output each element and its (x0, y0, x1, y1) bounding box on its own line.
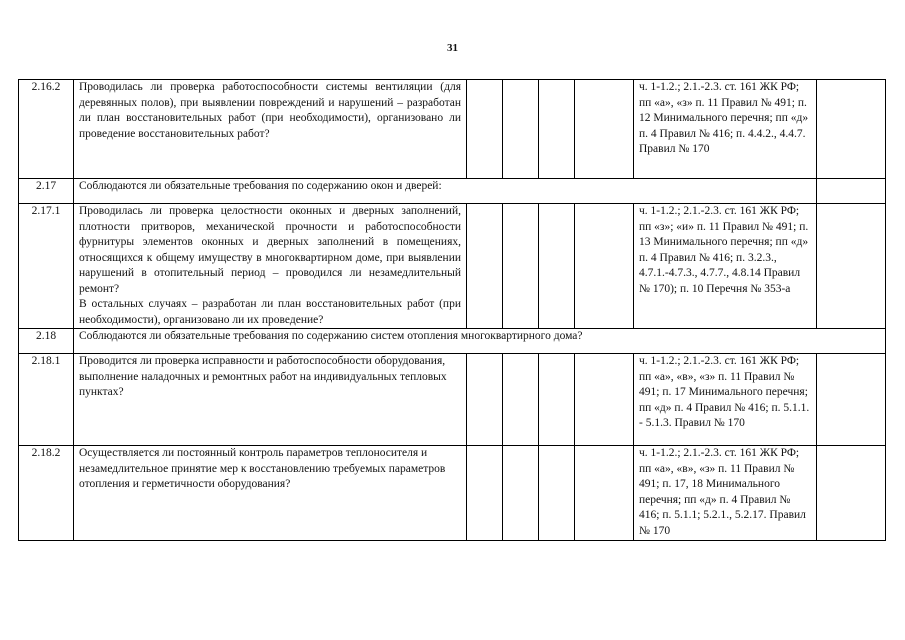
question-cell: Осуществляется ли постоянный контроль параметров теплоносителя и незамедлительное принятие мер к восстановлению требуемых параметров отопления и герметичности оборудования? (74, 446, 467, 541)
answer-no-cell (503, 80, 539, 179)
table-row (19, 80, 886, 179)
question-cell (74, 204, 467, 329)
answer-na-cell (539, 80, 575, 179)
checklist-table (18, 79, 886, 541)
legal-reference-cell: ч. 1-1.2.; 2.1.-2.3. ст. 161 ЖК РФ; пп «з»; «и» п. 11 Правил № 491; п. 13 Минимального перечня; пп «д» п. 4 Правил № 416; п. 3.2.3., 4.7.1.-4.7.3., 4.7.7., 4.8.14 Правил № 170); п. 10 Перечня № 353-а (634, 204, 817, 329)
answer-no-cell (503, 446, 539, 541)
legal-reference-cell: ч. 1-1.2.; 2.1.-2.3. ст. 161 ЖК РФ; пп «а», «в», «з» п. 11 Правил № 491; п. 17, 18 Минимального перечня; пп «д» п. 4 Правил № 416; п. 5.1.1; 5.2.1., 5.2.17. Правил № 170 (634, 446, 817, 541)
row-number: 2.18.1 (19, 354, 74, 446)
table-row (19, 446, 886, 541)
answer-no-cell (503, 204, 539, 329)
note-cell (817, 354, 886, 446)
answer-na-cell (539, 204, 575, 329)
answer-yes-cell (467, 80, 503, 179)
answer-extra-cell (575, 354, 634, 446)
answer-extra-cell (575, 80, 634, 179)
table-row (19, 179, 886, 204)
note-cell (817, 204, 886, 329)
question-extra-text: В остальных случаях – разработан ли план восстановительных работ (при необходимости), организовано ли их проведение? (79, 298, 461, 326)
section-heading: Соблюдаются ли обязательные требования по содержанию окон и дверей: (74, 179, 817, 204)
note-cell (817, 179, 886, 204)
question-cell: Проводилась ли проверка работоспособности системы вентиляции (для деревянных полов), при выявлении повреждений и нарушений – разработан ли план восстановительных работ (при необходимости), организовано ли проведение восстановительных работ? (74, 80, 467, 179)
question-text: Проводилась ли проверка целостности оконных и дверных заполнений, плотности притворов, механической прочности и работоспособности фурнитуры элементов оконных и дверных заполнений в помещениях, относящихся к общему имуществу в многоквартирном доме, при выявлении нарушений в отопительный период – проводился ли незамедлительный ремонт? (79, 205, 461, 295)
table-row (19, 354, 886, 446)
table-row (19, 329, 886, 354)
page-number: 31 (447, 42, 458, 54)
legal-reference-cell: ч. 1-1.2.; 2.1.-2.3. ст. 161 ЖК РФ; пп «а», «в», «з» п. 11 Правил № 491; п. 17 Минимального перечня; пп «д» п. 4 Правил № 416; п. 5.1.1. - 5.1.3. Правил № 170 (634, 354, 817, 446)
legal-reference-cell: ч. 1-1.2.; 2.1.-2.3. ст. 161 ЖК РФ; пп «а», «з» п. 11 Правил № 491; п. 12 Минимального перечня; пп «д» п. 4 Правил № 416; п. 4.4.2., 4.4.7. Правил № 170 (634, 80, 817, 179)
answer-no-cell (503, 354, 539, 446)
section-number: 2.18 (19, 329, 74, 354)
section-heading: Соблюдаются ли обязательные требования по содержанию систем отопления многоквартирного дома? (74, 329, 886, 354)
row-number: 2.18.2 (19, 446, 74, 541)
section-number: 2.17 (19, 179, 74, 204)
row-number: 2.16.2 (19, 80, 74, 179)
answer-na-cell (539, 354, 575, 446)
answer-na-cell (539, 446, 575, 541)
answer-extra-cell (575, 446, 634, 541)
note-cell (817, 80, 886, 179)
question-cell: Проводится ли проверка исправности и работоспособности оборудования, выполнение наладочных и ремонтных работ на индивидуальных тепловых пунктах? (74, 354, 467, 446)
table-row (19, 204, 886, 329)
row-number: 2.17.1 (19, 204, 74, 329)
answer-extra-cell (575, 204, 634, 329)
note-cell (817, 446, 886, 541)
answer-yes-cell (467, 354, 503, 446)
answer-yes-cell (467, 204, 503, 329)
answer-yes-cell (467, 446, 503, 541)
